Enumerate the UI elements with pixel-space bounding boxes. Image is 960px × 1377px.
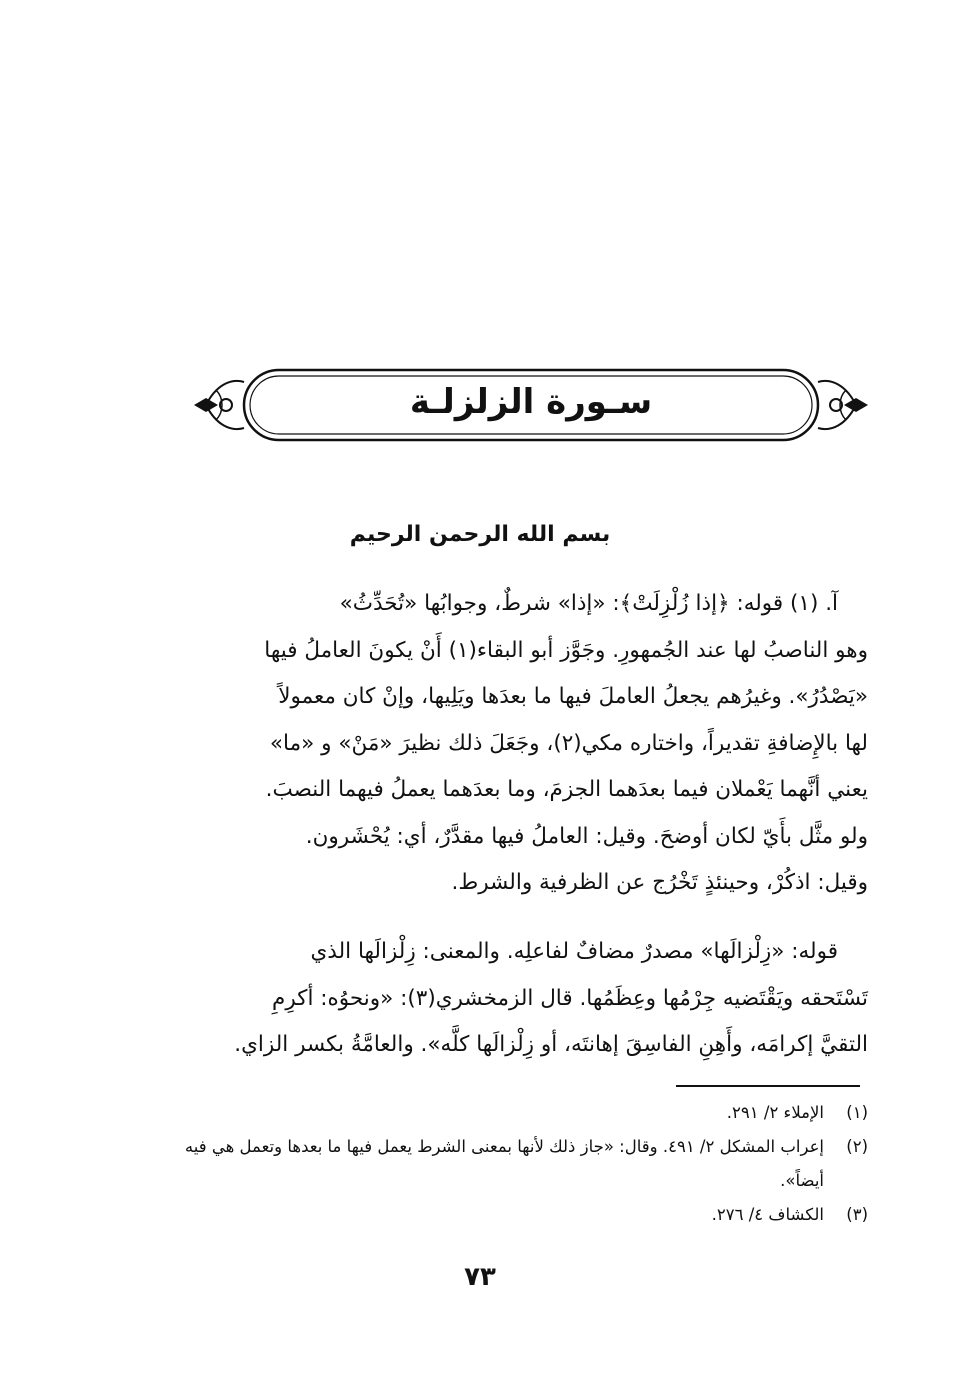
paragraph-verse-1: [168, 581, 868, 907]
surah-title-banner: [186, 360, 876, 450]
basmala: بسم الله الرحمن الرحيم: [349, 522, 611, 547]
footnotes: [160, 1096, 868, 1232]
text-line: وقيل: اذكُرْ، وحينئذٍ تَخْرُج عن الظرفية والشرط.: [451, 870, 868, 895]
footnote-divider: [676, 1085, 860, 1087]
surah-title: سـورة الزلزلـة: [409, 382, 653, 422]
footnote-item: [160, 1130, 868, 1198]
text-line: آ. (١) قوله: ﴿إذا زُلْزِلَتْ﴾: «إذا» شرطٌ، وجوابُها «تُحَدِّثُ»: [339, 591, 838, 616]
text-line: لها بالإِضافةِ تقديراً، واختاره مكي(٢)، وجَعَلَ ذلك نظيرَ «مَنْ» و «ما»: [269, 730, 868, 756]
text-line: وهو الناصبُ لها عند الجُمهورِ. وجَوَّز أبو البقاء(١) أَنْ يكونَ العاملُ فيها: [264, 637, 868, 663]
text-line: ولو مثَّل بأَيّ لكان أوضحَ. وقيل: العاملُ فيها مقدَّرٌ، أي: يُحْشَرون.: [305, 823, 868, 849]
text-line: التقيَّ إكرامَه، وأَهِنِ الفاسِقَ إهانتَه، أو زِلْزالَها كلَّه». والعامَّةُ بكسر الزاي.: [234, 1032, 868, 1057]
footnote-number: (٣): [846, 1205, 868, 1224]
footnote-number: (٢): [846, 1137, 868, 1156]
footnote-item: [160, 1096, 868, 1130]
text-line: «يَصْدُرُ». وغيرُهم يجعلُ العاملَ فيها ما بعدَها ويَلِيها، وإنْ كان معمولاً: [278, 684, 868, 709]
footnote-text: إعراب المشكل ٢/ ٤٩١. وقال: «جاز ذلك لأنها بمعنى الشرط يعمل فيها ما بعدها وتعمل هي فيه أيضاً».: [184, 1137, 824, 1190]
footnote-text: الكشاف ٤/ ٢٧٦.: [711, 1205, 824, 1224]
footnote-number: (١): [846, 1103, 868, 1122]
footnote-text: الإملاء ٢/ ٢٩١.: [726, 1103, 824, 1122]
text-line: تَسْتَحقه ويَقْتَضيه جِرْمُها وعِظَمُها. قال الزمخشري(٣): «ونحوُه: أكرِمِ: [272, 985, 868, 1011]
page-number: ٧٣: [464, 1262, 496, 1292]
footnote-item: [160, 1198, 868, 1232]
text-line: قوله: «زِلْزالَها» مصدرٌ مضافٌ لفاعلِه. والمعنى: زِلْزالَها الذي: [310, 939, 838, 964]
paragraph-zilzalaha: [168, 929, 868, 1069]
text-line: يعني أنَّهما يَعْملان فيما بعدَهما الجزمَ، وما بعدَهما يعملُ فيهما النصبَ.: [265, 777, 868, 802]
